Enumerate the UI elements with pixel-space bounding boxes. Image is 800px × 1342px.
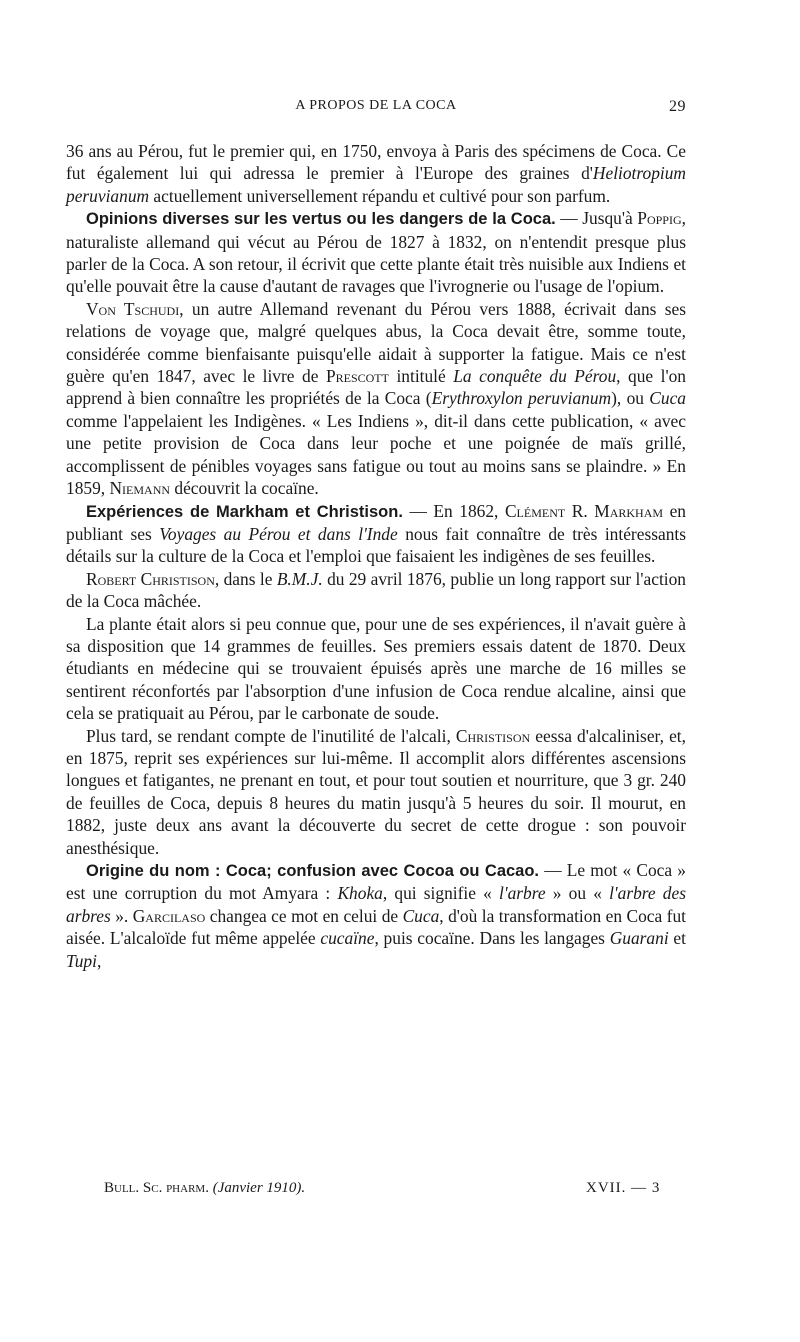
paragraph-7: Plus tard, se rendant compte de l'inutilité de l'alcali, Christison eessa d'alcaliniser, et, en 1875, reprit ses expériences sur lui-même. Il accomplit alors différentes ascensions longues et fatigantes, ne prenant en tout, et pour tout soutien et nourriture, que 3 gr. 240 de feuilles de Coca, depuis 8 heures du matin jusqu'à 5 heures du soir. Il mourut, en 1882, juste deux ans avant la découverte du secret de cette drogue : son pouvoir anesthésique. [66,725,686,858]
section-heading-experiences: Expériences de Markham et Christison. [86,502,403,521]
footer-signature: XVII. — 3 [586,1180,661,1196]
page-footer [66,1180,686,1204]
paragraph-3: Von Tschudi, un autre Allemand revenant du Pérou vers 1888, écrivait dans ses relations de voyage que, malgré quelques abus, la Coca devait être, somme toute, considérée comme bienfaisante puisqu'elle aidait à supporter la fatigue. Mais ce n'est guère qu'en 1847, avec le livre de Prescott intitulé La conquête du Pérou, que l'on apprend à bien connaître les propriétés de la Coca (Erythroxylon peruvianum), ou Cuca comme l'appelaient les Indigènes. « Les Indiens », dit-il dans cette publication, « avec une petite provision de Coca dans leur poche et une poignée de maïs grillé, accomplissent de pénibles voyages sans fatigue ou tout au moins sans se plaindre. » En 1859, Niemann découvrit la cocaïne. [66,298,687,499]
page-number: 29 [669,98,686,115]
running-head [66,98,686,122]
paragraph-2: Opinions diverses sur les vertus ou les dangers de la Coca. — Jusqu'à Poppig, naturaliste allemand qui vécut au Pérou de 1827 à 1832, on n'entendit presque plus parler de la Coca. A son retour, il écrivit que cette plante était très nuisible aux Indiens et qu'elle pouvait être la cause d'autant de ravages que l'ivrognerie ou l'usage de l'opium. [66,208,686,297]
paragraph-1: 36 ans au Pérou, fut le premier qui, en 1750, envoya à Paris des spécimens de Coca. Ce fut également lui qui adressa le premier à l'Europe des graines d'Heliotropium peruvianum actuellement universellement répandu et cultivé pour son parfum. [66,141,686,206]
section-heading-opinions: Opinions diverses sur les vertus ou les dangers de la Coca. [86,210,556,229]
page [66,98,686,972]
article-body [66,140,686,972]
paragraph-4: Expériences de Markham et Christison. — En 1862, Clément R. Markham en publiant ses Voyages au Pérou et dans l'Inde nous fait connaître de très intéressants détails sur la culture de la Coca et l'emploi que faisaient les indigènes de ses feuilles. [66,500,687,567]
footer-citation: Bull. Sc. pharm. (Janvier 1910). [104,1180,306,1196]
paragraph-5: Robert Christison, dans le B.M.J. du 29 avril 1876, publie un long rapport sur l'action de la Coca mâchée. [66,568,686,612]
section-heading-origine: Origine du nom : Coca; confusion avec Cocoa ou Cacao. [86,862,540,880]
paragraph-8: Origine du nom : Coca; confusion avec Cocoa ou Cacao. — Le mot « Coca » est une corruption du mot Amyara : Khoka, qui signifie « l'arbre » ou « l'arbre des arbres ». Garcilaso changea ce mot en celui de Cuca, d'où la transformation en Coca fut aisée. L'alcaloïde fut même appelée cucaïne, puis cocaïne. Dans les langages Guarani et Tupi, [66,860,686,971]
paragraph-6: La plante était alors si peu connue que, pour une de ses expériences, il n'avait guère à sa disposition que 14 grammes de feuilles. Ses premiers essais datent de 1870. Deux étudiants en médecine qui se trouvaient épuisés après une marche de 16 milles se sentirent réconfortés par l'absorption d'une infusion de Coca rendue alcaline, ainsi que cela se pratiquait au Pérou, par le carbonate de soude. [66,613,686,724]
running-title: A PROPOS DE LA COCA [295,98,457,113]
